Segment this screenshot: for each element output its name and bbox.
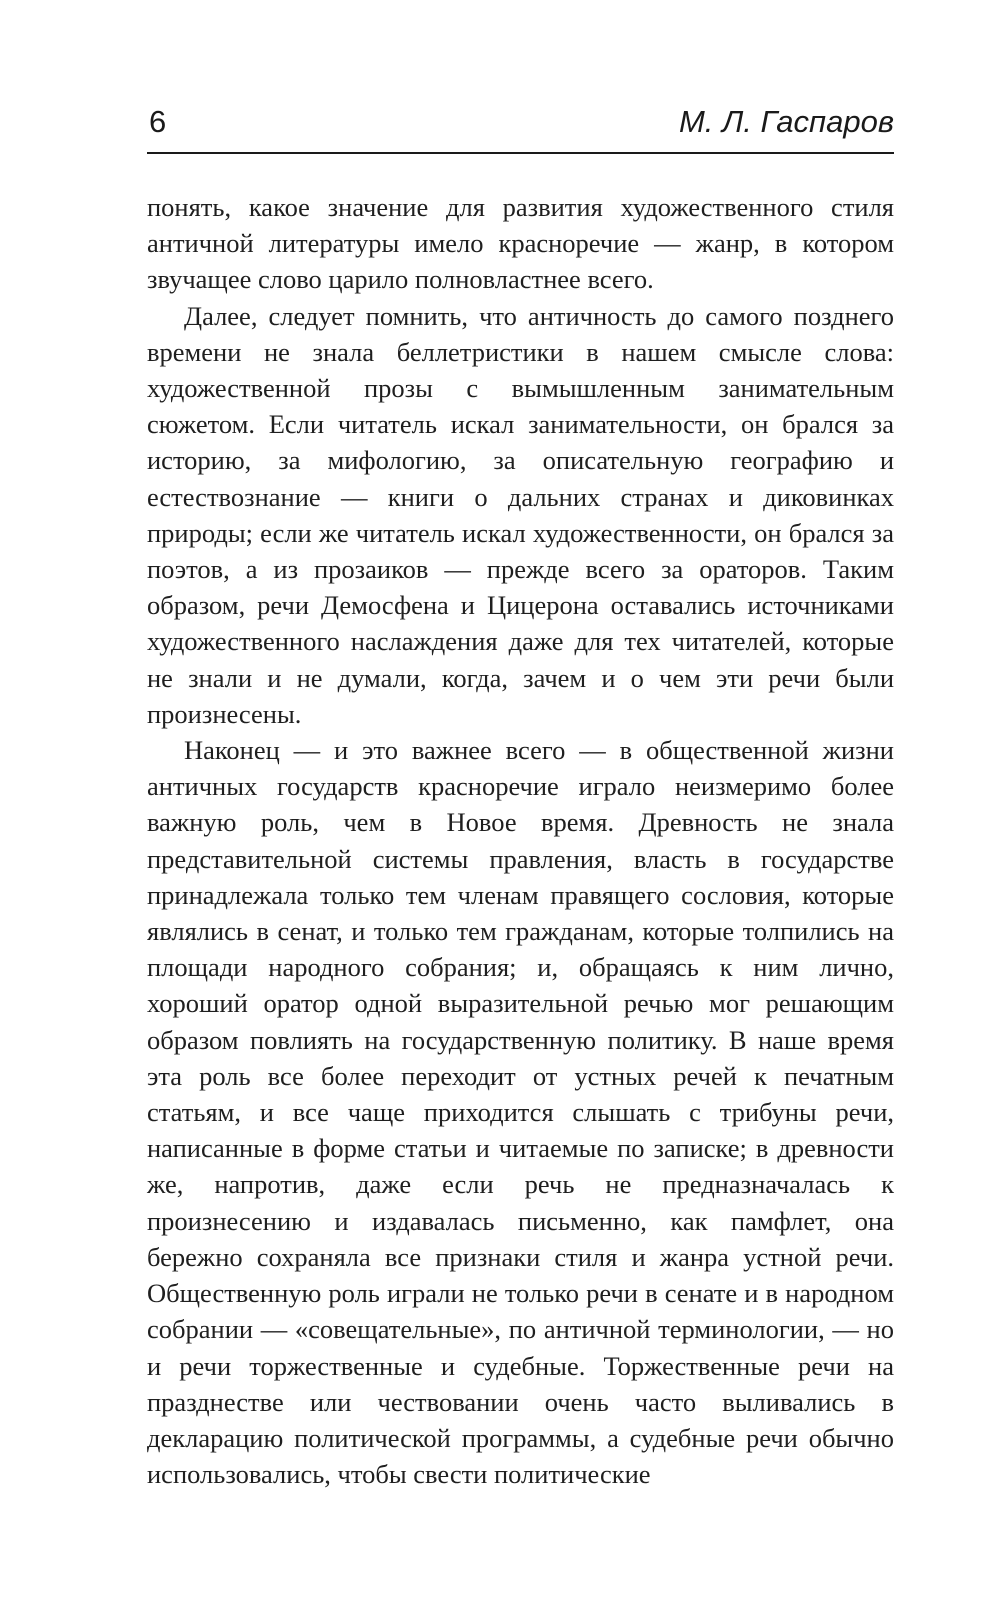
running-header [147, 100, 894, 154]
page-number: 6 [149, 104, 167, 139]
paragraph-public-life: Наконец — и это важнее всего — в общественной жизни античных государств красноречие играло неизмеримо более важную роль, чем в Новое время. Древность не знала представительной системы правления, власть в государстве принадлежала только тем членам правящего сословия, которые являлись в сенат, и только тем гражданам, которые толпились на площади народного собрания; и, обращаясь к ним лично, хороший оратор одной выразительной речью мог решающим образом повлиять на государственную политику. В наше время эта роль все более переходит от устных речей к печатным статьям, и все чаще приходится слышать с трибуны речи, написанные в форме статьи и читаемые по записке; в древности же, напротив, даже если речь не предназначалась к произнесению и издавалась письменно, как памфлет, она бережно сохраняла все признаки стиля и жанра устной речи. Общественную роль играли не только речи в сенате и в народном собрании — «совещательные», по античной терминологии, — но и речи торжественные и судебные. Торжественные речи на празднестве или чествовании очень часто выливались в декларацию политической программы, а судебные речи обычно использовались, чтобы свести политические [147, 735, 894, 1490]
author-name: М. Л. Гаспаров [678, 104, 894, 139]
paragraph-belles-lettres: Далее, следует помнить, что античность до самого позднего времени не знала беллетристики в нашем смысле слова: художественной прозы с вымышленным занимательным сюжетом. Если читатель искал занимательности, он брался за историю, за мифологию, за описательную географию и естествознание — книги о дальних странах и диковинках природы; если же читатель искал художественности, он брался за поэтов, а из прозаиков — прежде всего за ораторов. Таким образом, речи Демосфена и Цицерона оставались источниками художественного наслаждения даже для тех читателей, которые не знали и не думали, когда, зачем и о чем эти речи были произнесены. [147, 300, 894, 729]
body-text [147, 189, 894, 1492]
paragraph-continuation: понять, какое значение для развития художественного стиля античной литературы имело красноречие — жанр, в котором звучащее слово царило полновластнее всего. [147, 192, 894, 295]
